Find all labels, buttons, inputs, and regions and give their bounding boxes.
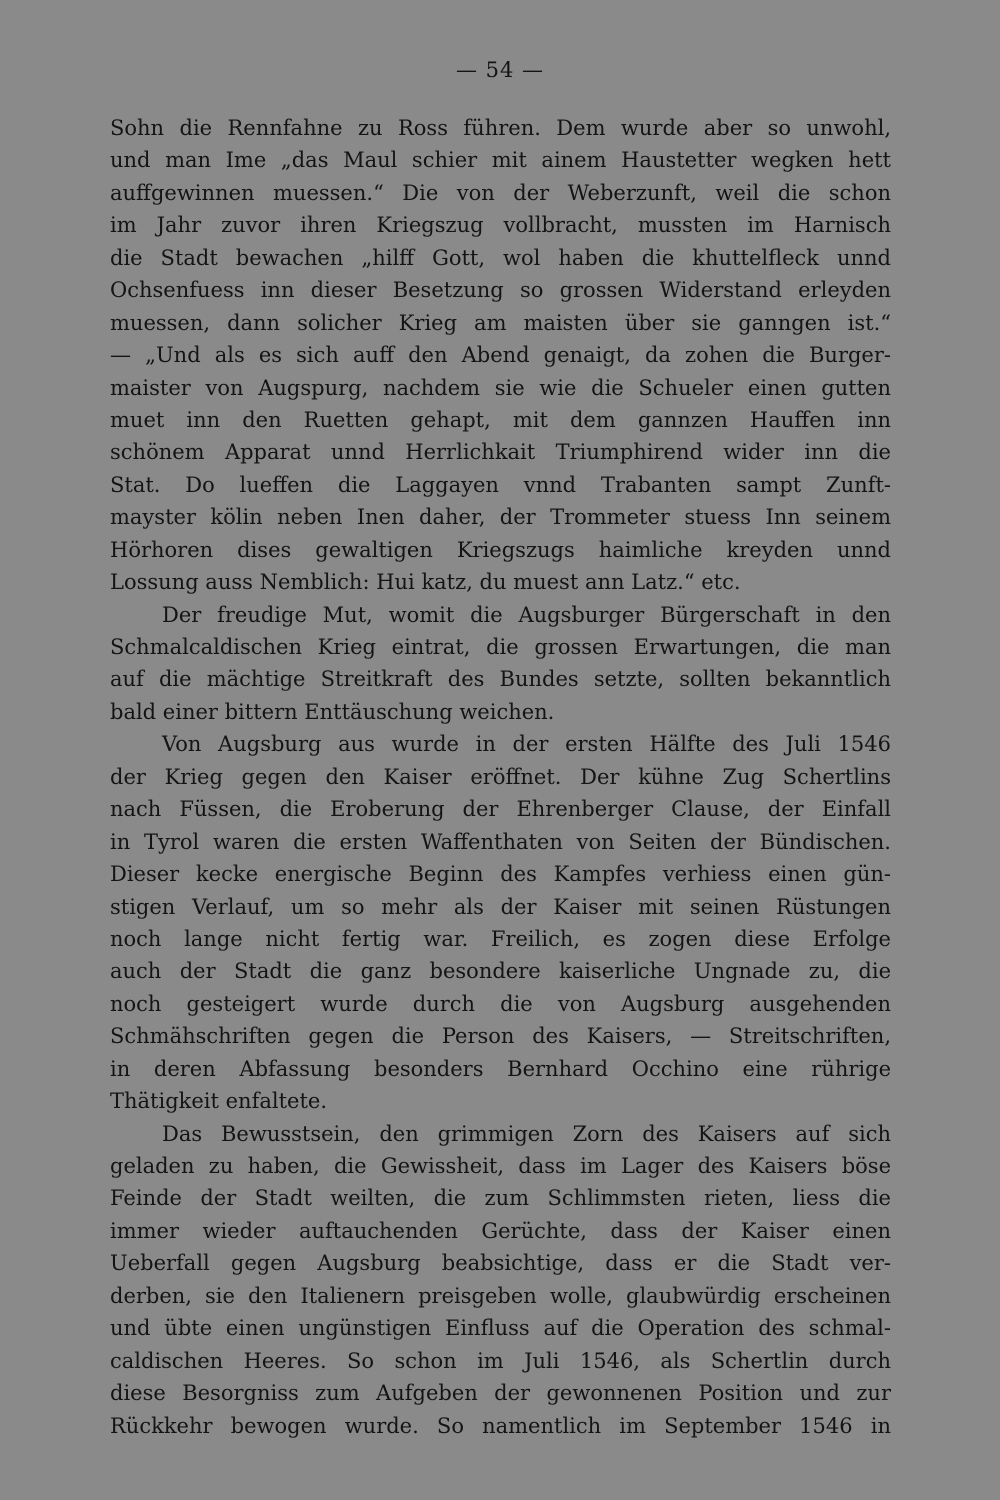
text-line: muessen, dann solicher Krieg am maisten über sie ganngen ist.“ — [110, 310, 891, 335]
body-text — [110, 112, 891, 1442]
text-line: nach Füssen, die Eroberung der Ehrenberger Clause, der Einfall — [110, 797, 891, 822]
text-line: Schmalcaldischen Krieg eintrat, die grossen Erwartungen, die man — [110, 635, 891, 659]
text-line: im Jahr zuvor ihren Kriegszug vollbracht, mussten im Harnisch — [110, 213, 891, 238]
text-line: in deren Abfassung besonders Bernhard Occhino eine rührige — [110, 1056, 891, 1081]
text-line: muet inn den Ruetten gehapt, mit dem gannzen Hauffen inn — [110, 407, 891, 432]
text-line: auffgewinnen muessen.“ Die von der Weberzunft, weil die schon — [110, 180, 891, 205]
text-line: mayster kölin neben Inen daher, der Trommeter stuess Inn seinem — [110, 505, 891, 530]
text-line: Dieser kecke energische Beginn des Kampfes verhiess einen gün- — [110, 862, 891, 887]
text-line: Sohn die Rennfahne zu Ross führen. Dem wurde aber so unwohl, — [110, 116, 891, 140]
text-line: Ochsenfuess inn dieser Besetzung so grossen Widerstand erleyden — [110, 278, 891, 303]
text-line: noch lange nicht fertig war. Freilich, es zogen diese Erfolge — [110, 926, 891, 951]
text-line: diese Besorgniss zum Aufgeben der gewonnenen Position und zur — [110, 1381, 891, 1406]
text-line: immer wieder auftauchenden Gerüchte, dass der Kaiser einen — [110, 1218, 891, 1243]
text-line: derben, sie den Italienern preisgeben wolle, glaubwürdig erscheinen — [110, 1283, 891, 1308]
text-line: Ueberfall gegen Augsburg beabsichtige, dass er die Stadt ver- — [110, 1251, 891, 1276]
text-line: Rückkehr bewogen wurde. So namentlich im September 1546 in — [110, 1413, 891, 1438]
text-line: Thätigkeit enfaltete. — [110, 1089, 328, 1114]
text-line: — „Und als es sich auff den Abend genaigt, da zohen die Burger- — [110, 343, 891, 368]
text-line: stigen Verlauf, um so mehr als der Kaiser mit seinen Rüstungen — [110, 894, 891, 919]
text-line: Von Augsburg aus wurde in der ersten Hälfte des Juli 1546 — [162, 732, 891, 757]
text-line: bald einer bittern Enttäuschung weichen. — [110, 699, 555, 724]
text-line: caldischen Heeres. So schon im Juli 1546, als Schertlin durch — [110, 1348, 891, 1373]
text-line: Hörhoren dises gewaltigen Kriegszugs haimliche kreyden unnd — [110, 537, 891, 562]
text-line: der Krieg gegen den Kaiser eröffnet. Der kühne Zug Schertlins — [110, 764, 891, 789]
text-line: geladen zu haben, die Gewissheit, dass im Lager des Kaisers böse — [110, 1154, 891, 1178]
text-line: in Tyrol waren die ersten Waffenthaten von Seiten der Bündischen. — [110, 829, 891, 854]
text-line: die Stadt bewachen „hilff Gott, wol haben die khuttelfleck unnd — [110, 245, 891, 270]
text-line: maister von Augspurg, nachdem sie wie die Schueler einen gutten — [110, 375, 891, 400]
text-line: Der freudige Mut, womit die Augsburger Bürgerschaft in den — [162, 602, 891, 627]
text-line: Lossung auss Nemblich: Hui katz, du muest ann Latz.“ etc. — [110, 570, 741, 595]
text-line: Das Bewusstsein, den grimmigen Zorn des Kaisers auf sich — [162, 1121, 891, 1146]
text-line: noch gesteigert wurde durch die von Augsburg ausgehenden — [110, 991, 891, 1016]
page-number: — 54 — — [455, 58, 545, 82]
text-line: Schmähschriften gegen die Person des Kaisers, — Streitschriften, — [110, 1024, 891, 1049]
text-line: Stat. Do lueffen die Laggayen vnnd Trabanten sampt Zunft- — [110, 472, 891, 497]
text-line: Feinde der Stadt weilten, die zum Schlimmsten rieten, liess die — [110, 1186, 891, 1211]
text-line: auf die mächtige Streitkraft des Bundes setzte, sollten bekanntlich — [110, 667, 891, 692]
text-line: auch der Stadt die ganz besondere kaiserliche Ungnade zu, die — [110, 959, 891, 984]
text-line: schönem Apparat unnd Herrlichkait Triumphirend wider inn die — [110, 440, 891, 465]
text-line: und übte einen ungünstigen Einfluss auf die Operation des schmal- — [110, 1316, 891, 1341]
text-line: und man Ime „das Maul schier mit ainem Haustetter wegken hett — [110, 148, 891, 173]
